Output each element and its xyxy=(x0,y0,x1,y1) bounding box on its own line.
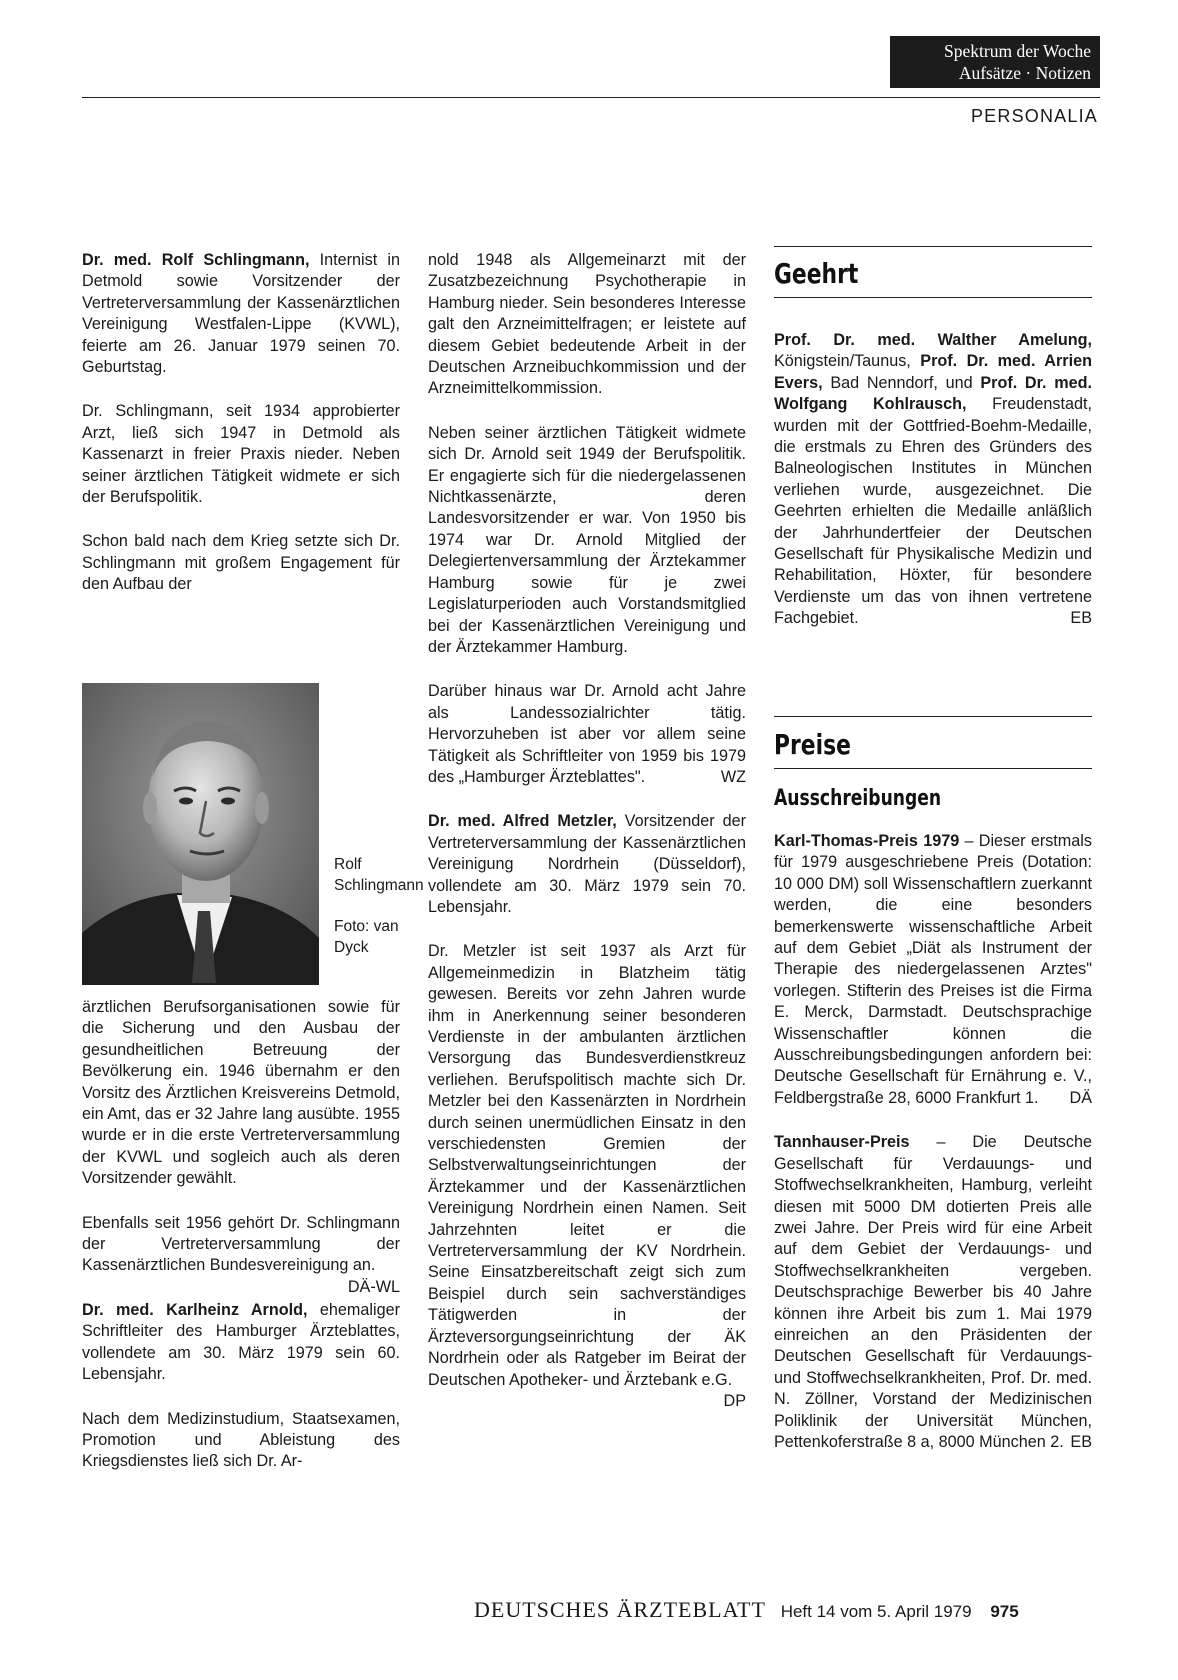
publication-name: DEUTSCHES ÄRZTEBLATT xyxy=(474,1597,766,1622)
author-signature: DÄ xyxy=(1069,1088,1092,1107)
article-metzler-intro xyxy=(428,811,746,918)
column-1-top xyxy=(82,250,400,596)
column-2 xyxy=(428,250,746,1412)
article-tannhauser-preis xyxy=(774,1132,1092,1453)
paragraph-text: Ebenfalls seit 1956 gehört Dr. Schlingmann der Vertreterversammlung der Kassenärztlichen Bundesvereinigung an. xyxy=(82,1213,400,1275)
portrait-photo xyxy=(82,683,319,985)
header-rule xyxy=(82,97,1100,98)
section-rule xyxy=(774,246,1092,247)
heading-preise: Preise xyxy=(774,728,851,761)
section-rule xyxy=(774,768,1092,769)
paragraph-text: Dr. Metzler ist seit 1937 als Arzt für Allgemeinmedizin in Blatzheim tätig gewesen. Bereits vor zehn Jahren wurde ihm in Anerkennung seiner besonderen Verdienste in der ambulanten ärztlichen Versorgung das Bundesverdienstkreuz verliehen. Berufspolitisch machte sich Dr. Metzler bei den Kassenärzten in Nordrhein durch seinen unermüdlichen Einsatz in den verschiedensten Gremien der Selbstverwaltungseinrichtungen der Ärztekammer und der Kassenärztlichen Vereinigung Nordrhein einen Namen. Seit Jahrzehnten leitet er die Vertreterversammlung der KV Nordrhein. Seine Einsatzbereitschaft zeigt sich zum Beispiel durch sein sachverständiges Tätigwerden in der Ärzteversorgungseinrichtung der ÄK Nordrhein oder als Ratgeber im Beirat der Deutschen Apotheker- und Ärztebank e.G. xyxy=(428,942,746,1389)
page-number: 975 xyxy=(990,1602,1019,1621)
person-name: Prof. Dr. med. Walther Amelung, xyxy=(774,331,1092,349)
section-logo-box xyxy=(890,36,1100,88)
paragraph-text: Internist in Detmold sowie Vorsitzender der Vertreterversammlung der Kassenärztlichen Vereinigung Westfalen-Lippe (KVWL), feierte am 26. Januar 1979 seinen 70. Geburtstag. xyxy=(82,251,400,377)
paragraph-text: ehemaliger Schriftleiter des Hamburger Ärzteblattes, vollendete am 30. März 1979 sein 60. Lebensjahr. xyxy=(82,1300,400,1384)
article-arnold-intro xyxy=(82,1300,400,1386)
paragraph-text: Vorsitzender der Vertreterversammlung der Kassenärztlichen Vereinigung Nordrhein (Düsseldorf), vollendete am 30. März 1979 sein 70. Lebensjahr. xyxy=(428,812,746,916)
section-rule xyxy=(774,297,1092,298)
article-schlingmann-intro xyxy=(82,250,400,378)
person-name: Prof. Dr. med. Wolfgang Kohlrausch, xyxy=(774,373,1093,414)
article-paragraph xyxy=(428,941,746,1410)
person-name: Dr. med. Alfred Metzler, xyxy=(428,812,617,831)
paragraph-text: Königstein/Taunus, xyxy=(774,352,921,371)
person-name: Dr. med. Karlheinz Arnold, xyxy=(82,1300,308,1319)
article-paragraph: Dr. Schlingmann, seit 1934 approbierter Arzt, ließ sich 1947 in Detmold als Kassenarzt in freier Praxis nieder. Neben seiner ärztlichen Tätigkeit widmete er sich der Berufspolitik. xyxy=(82,402,400,507)
article-paragraph xyxy=(428,681,746,788)
portrait-image xyxy=(82,683,319,985)
author-signature: WZ xyxy=(720,767,746,786)
author-signature: DÄ-WL xyxy=(347,1277,400,1296)
prize-name: Karl-Thomas-Preis 1979 xyxy=(774,832,960,850)
issue-info: Heft 14 vom 5. April 1979 xyxy=(780,1602,972,1621)
article-paragraph: Neben seiner ärztlichen Tätigkeit widmete sich Dr. Arnold seit 1949 der Berufspolitik. Er engagierte sich für die niedergelassenen Nichtkassenärzte, deren Landesvorsitzender er war. Von 1950 bis 1974 war Dr. Arnold Mitglied der Delegiertenversammlung der Ärztekammer Hamburg sowie für je zwei Legislaturperioden auch Vorstandsmitglied bei der Kassenärztlichen Vereinigung und der Ärztekammer Hamburg. xyxy=(428,423,746,656)
article-paragraph: Nach dem Medizinstudium, Staatsexamen, Promotion und Ableistung des Kriegsdienstes ließ sich Dr. Ar- xyxy=(82,1409,400,1471)
author-signature: DP xyxy=(723,1391,746,1410)
caption-name: Rolf Schlingmann xyxy=(334,856,424,894)
author-signature: EB xyxy=(1070,1432,1092,1451)
photo-caption xyxy=(334,855,424,979)
article-paragraph xyxy=(82,1213,400,1296)
column-1-bottom xyxy=(82,997,400,1473)
paragraph-text: – Dieser erstmals für 1979 ausgeschriebene Preis (Dotation: 10 000 DM) soll Wissenschaftlern zuerkannt werden, die eine besonders bemerkenswerte wissenschaftliche Arbeit auf dem Gebiet „Diät als Instrument der Therapie des niedergelassenen Arztes" vorlegen. Stifterin des Preises ist die Firma E. Merck, Darmstadt. Deutschsprachige Wissenschaftler können die Ausschreibungsbedingungen anfordern bei: Deutsche Gesellschaft für Ernährung e. V., Feldbergstraße 28, 6000 Frankfurt 1. xyxy=(774,832,1092,1107)
section-label: PERSONALIA xyxy=(970,106,1098,126)
heading-ausschreibungen: Ausschreibungen xyxy=(774,786,942,811)
paragraph-text: – Die Deutsche Gesellschaft für Verdauungs- und Stoffwechselkrankheiten, Hamburg, verleiht diesen mit 5000 DM dotierten Preis alle zwei Jahre. Der Preis wird für eine Arbeit auf dem Gebiet der Verdauungs- und Stoffwechselkrankheiten vergeben. Deutschsprachige Bewerber bis 40 Jahre können ihre Arbeit bis zum 1. Mai 1979 einreichen an den Präsidenten der Deutschen Gesellschaft für Verdauungs- und Stoffwechselkrankheiten, Prof. Dr. med. N. Zöllner, Vorstand der Medizinischen Poliklinik der Universität München, Pettenkoferstraße 8 a, 8000 München 2. xyxy=(774,1133,1092,1451)
brand-line-1: Spektrum der Woche xyxy=(944,41,1091,61)
paragraph-text: Bad Nenndorf, und xyxy=(822,373,981,392)
column-3-preise xyxy=(774,831,1092,1453)
page-footer xyxy=(474,1597,1019,1623)
heading-geehrt: Geehrt xyxy=(774,257,859,290)
article-honours xyxy=(774,330,1092,630)
prize-name: Tannhauser-Preis xyxy=(774,1133,910,1152)
column-3-geehrt xyxy=(774,330,1092,630)
article-paragraph: ärztlichen Berufsorganisationen sowie für die Sicherung und den Ausbau der gesundheitlichen Betreuung der Bevölkerung ein. 1946 übernahm er den Vorsitz des Ärztlichen Kreisvereins Detmold, ein Amt, das er 32 Jahre lang ausübte. 1955 wurde er in die erste Vertreterversammlung der KVWL und sogleich auch als deren Vorsitzender gewählt. xyxy=(82,998,400,1188)
caption-credit: Foto: van Dyck xyxy=(334,918,399,956)
article-paragraph: Schon bald nach dem Krieg setzte sich Dr. Schlingmann mit großem Engagement für den Aufbau der xyxy=(82,532,400,594)
author-signature: EB xyxy=(1070,609,1092,628)
brand-line-2: Aufsätze · Notizen xyxy=(958,63,1091,83)
paragraph-text: Darüber hinaus war Dr. Arnold acht Jahre als Landessozialrichter tätig. Hervorzuheben ist aber vor allem seine Tätigkeit als Schriftleiter von 1959 bis 1979 des „Hamburger Ärzteblattes". xyxy=(428,682,746,786)
article-karl-thomas-preis xyxy=(774,831,1092,1109)
person-name: Dr. med. Rolf Schlingmann, xyxy=(82,251,310,269)
person-name: Prof. Dr. med. Arrien Evers, xyxy=(774,352,1092,392)
section-rule xyxy=(774,716,1092,717)
article-paragraph: nold 1948 als Allgemeinarzt mit der Zusatzbezeichnung Psychotherapie in Hamburg nieder. Sein besonderes Interesse galt den Arzneimittelfragen; er leistete auf diesem Gebiet bedeutende Arbeit in der Deutschen Arzneibuchkommission und der Arzneimittelkommission. xyxy=(428,251,746,398)
paragraph-text: Freudenstadt, wurden mit der Gottfried-Boehm-Medaille, die erstmals zu Ehren des Gründers des Balneologischen Institutes in München verliehen wurde, ausgezeichnet. Die Geehrten erhielten die Medaille anläßlich der Jahrhundertfeier der Deutschen Gesellschaft für Physikalische Medizin und Rehabilitation, Höxter, für besondere Verdienste um das von ihnen vertretene Fachgebiet. xyxy=(774,395,1092,628)
